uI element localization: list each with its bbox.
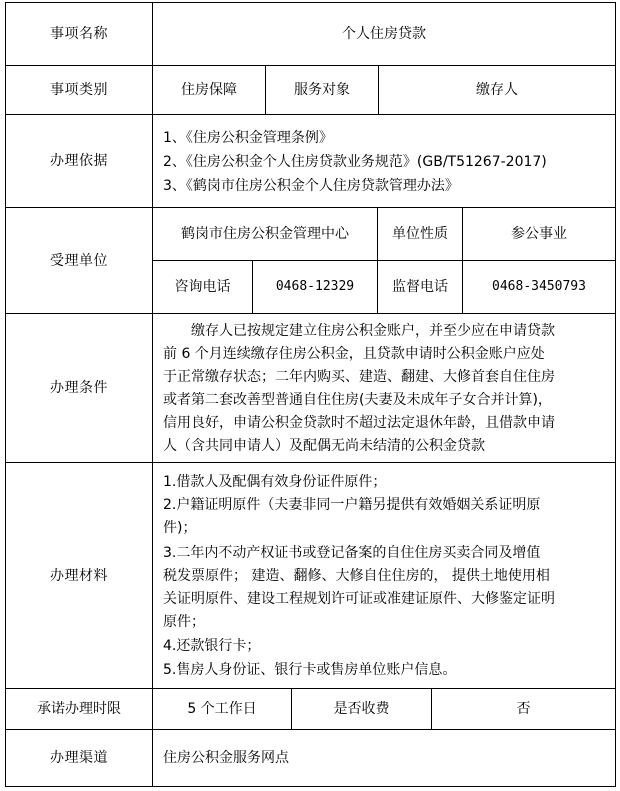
- materials-line-8: 4.还款银行卡；: [163, 638, 261, 654]
- unit-type-value: 参公事业: [462, 207, 616, 261]
- materials-line-1: 1.借款人及配偶有效身份证件原件；: [163, 474, 387, 490]
- supervise-phone-label: 监督电话: [377, 260, 463, 314]
- office-label: 受理单位: [5, 207, 153, 314]
- materials-line-2: 2.户籍证明原件（夫妻非同一户籍另提供有效婚姻关系证明原: [163, 497, 541, 513]
- conditions-line-6: 人（含共同申请人）及配偶无尚未结清的公积金贷款: [163, 438, 485, 454]
- basis-line-3: 3、《鹤岗市住房公积金个人住房贷款管理办法》: [163, 178, 459, 194]
- conditions-line-1: 缴存人已按规定建立住房公积金账户，并至少应在申请贷款: [191, 323, 555, 339]
- time-limit-value: 5 个工作日: [152, 688, 292, 730]
- conditions-line-2: 前 6 个月连续缴存住房公积金，且贷款申请时公积金账户应处: [163, 346, 545, 362]
- basis-line-1: 1、《住房公积金管理条例》: [163, 130, 333, 146]
- basis-content: [152, 114, 616, 208]
- category-value: 住房保障: [152, 65, 266, 115]
- unit-type-label: 单位性质: [377, 207, 463, 261]
- materials-content: [152, 462, 616, 689]
- fee-label: 是否收费: [291, 688, 432, 730]
- materials-line-4: 3.二年内不动产权证书或登记备案的自住住房买卖合同及增值: [163, 545, 541, 561]
- service-target-value: 缴存人: [378, 65, 616, 115]
- materials-line-7: 原件；: [163, 614, 205, 630]
- service-target-label: 服务对象: [265, 65, 379, 115]
- channel-value: 住房公积金服务网点: [152, 729, 616, 787]
- service-info-table: [5, 2, 616, 787]
- conditions-content: [152, 313, 616, 463]
- basis-line-2: 2、《住房公积金个人住房贷款业务规范》(GB/T51267-2017): [163, 154, 547, 170]
- supervise-phone-value: 0468-3450793: [462, 260, 616, 314]
- materials-label: 办理材料: [5, 462, 153, 689]
- channel-label: 办理渠道: [5, 729, 153, 787]
- conditions-line-4: 或者第二套改善型普通自住住房(夫妻及未成年子女合并计算)，: [163, 392, 552, 408]
- time-limit-label: 承诺办理时限: [5, 688, 153, 730]
- materials-line-6: 关证明原件、建设工程规划许可证或准建证原件、大修鉴定证明: [163, 591, 555, 607]
- consult-phone-label: 咨询电话: [152, 260, 253, 314]
- conditions-line-5: 信用良好，申请公积金贷款时不超过法定退休年龄，且借款申请: [163, 415, 555, 431]
- materials-line-5: 税发票原件； 建造、翻修、大修自住住房的， 提供土地使用相: [163, 568, 550, 584]
- item-name-value: 个人住房贷款: [152, 2, 616, 66]
- consult-phone-value: 0468-12329: [252, 260, 378, 314]
- materials-line-3: 件)；: [163, 520, 197, 536]
- conditions-label: 办理条件: [5, 313, 153, 463]
- fee-value: 否: [431, 688, 616, 730]
- conditions-line-3: 于正常缴存状态；二年内购买、建造、翻建、大修首套自住住房: [163, 369, 555, 385]
- materials-line-9: 5.售房人身份证、银行卡或售房单位账户信息。: [163, 662, 457, 678]
- basis-label: 办理依据: [5, 114, 153, 208]
- item-name-label: 事项名称: [5, 2, 153, 66]
- category-label: 事项类别: [5, 65, 153, 115]
- office-org-name: 鹤岗市住房公积金管理中心: [152, 207, 378, 261]
